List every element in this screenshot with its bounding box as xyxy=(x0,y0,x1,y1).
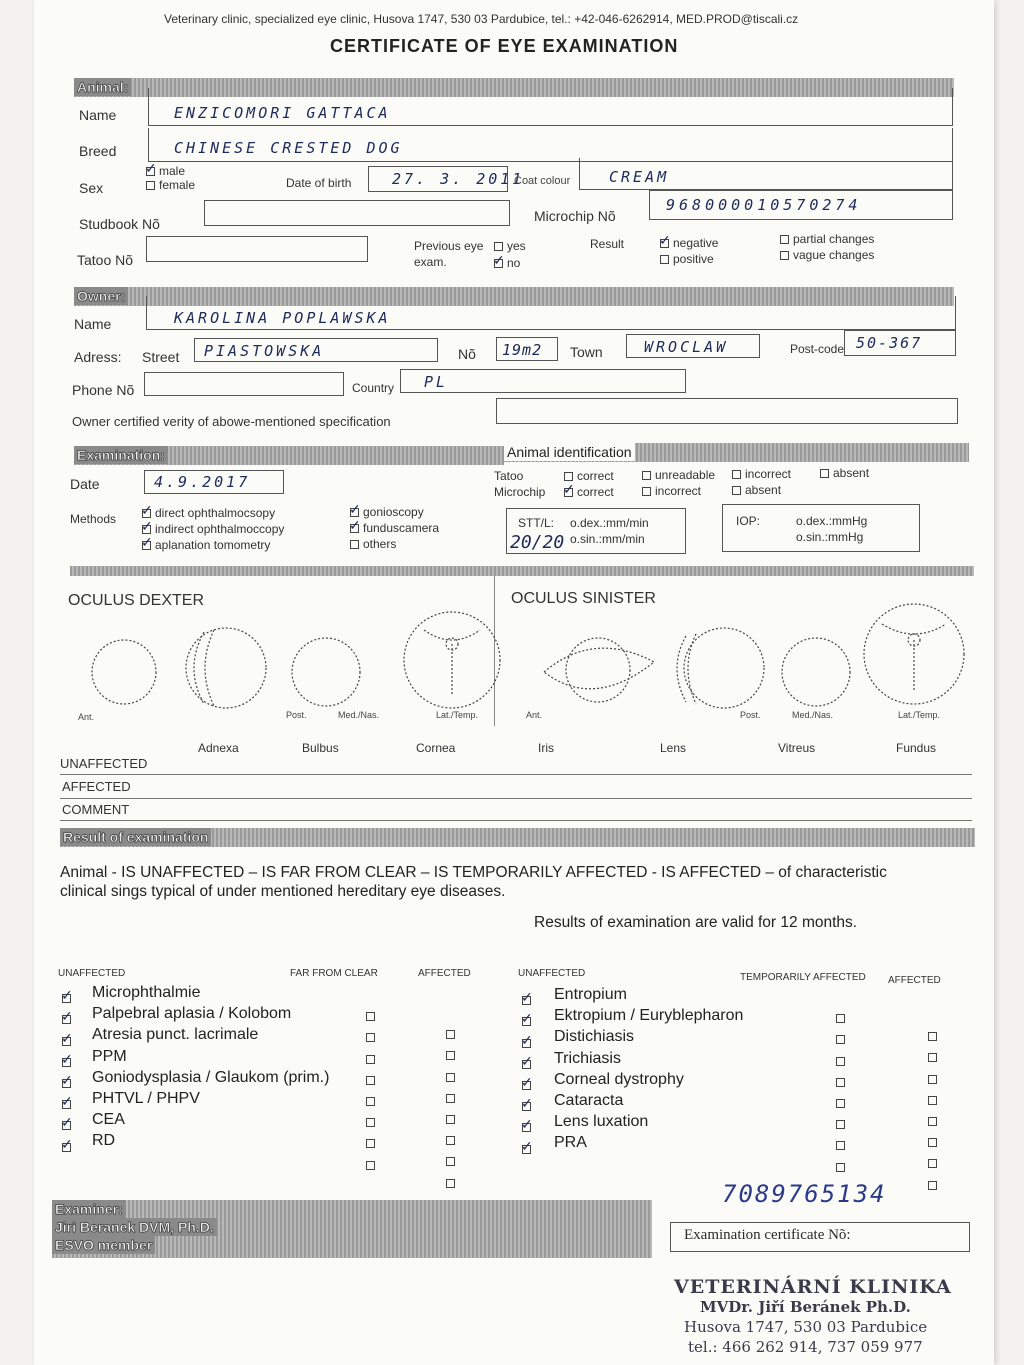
microchip-absent-checkbox[interactable] xyxy=(732,486,741,495)
sex-label: Sex xyxy=(79,180,104,196)
temporarily-affected-checkbox[interactable] xyxy=(836,1163,845,1172)
affected-checkbox[interactable] xyxy=(446,1051,455,1060)
disease-name: Lens luxation xyxy=(554,1113,649,1131)
indirect-checkbox[interactable] xyxy=(142,525,151,534)
od-ant-label: Ant. xyxy=(78,712,95,722)
far-from-clear-checkbox[interactable] xyxy=(366,1118,375,1127)
house-no-value: 19m2 xyxy=(502,341,543,359)
country-value: PL xyxy=(424,373,449,391)
name-label: Name xyxy=(79,107,117,123)
stamp-phone: tel.: 466 262 914, 737 059 977 xyxy=(688,1338,923,1356)
previous-exam-label-2: exam. xyxy=(414,255,447,269)
owner-section-bar: Owner: xyxy=(74,287,954,306)
iop-sin-label: o.sin.:mmHg xyxy=(796,530,864,544)
method-funduscamera[interactable]: ✓funduscamera xyxy=(350,521,439,535)
os-anterior-eye-icon xyxy=(544,638,654,702)
col-vitreus: Vitreus xyxy=(778,741,816,755)
tatoo-correct-checkbox[interactable] xyxy=(564,472,573,481)
comment-row-label: COMMENT xyxy=(62,802,130,817)
od-lattemp-label: Lat./Temp. xyxy=(436,710,479,720)
os-posterior-eye-icon xyxy=(782,638,850,706)
funduscamera-checkbox[interactable] xyxy=(350,524,359,533)
prev-no-checkbox[interactable] xyxy=(494,259,503,268)
method-others[interactable]: others xyxy=(350,537,396,551)
eye-diagrams xyxy=(74,600,974,710)
examiner-name: Jiri Beranek DVM, Ph.D. xyxy=(52,1218,217,1236)
certificate-number-label: Examination certificate Nõ: xyxy=(684,1227,851,1243)
owner-signature-field[interactable] xyxy=(496,398,958,424)
microchip-incorrect-checkbox[interactable] xyxy=(642,487,651,496)
disease-name: CEA xyxy=(92,1111,125,1129)
oculus-divider-bar xyxy=(70,566,974,576)
studbook-field[interactable] xyxy=(204,200,510,226)
partial-changes-option[interactable]: partial changes xyxy=(780,232,874,246)
method-direct[interactable]: ✓ direct ophthalmocsopy xyxy=(142,506,275,520)
od-lens-profile-icon xyxy=(186,628,266,708)
direct-checkbox[interactable] xyxy=(142,509,151,518)
os-ant-label: Ant. xyxy=(526,710,543,720)
postcode-label: Post-code xyxy=(790,342,845,356)
os-fundus-icon xyxy=(864,604,964,704)
certificate-page xyxy=(34,0,994,1365)
disease-name: Corneal dystrophy xyxy=(554,1070,684,1088)
unaffected-checkbox[interactable] xyxy=(62,1037,71,1046)
affected-checkbox[interactable] xyxy=(928,1053,937,1062)
oculus-dexter-title: OCULUS DEXTER xyxy=(68,592,205,609)
disease-name: Palpebral aplasia / Kolobom xyxy=(92,1005,292,1023)
prev-yes-option[interactable]: yes xyxy=(494,239,526,253)
tatoo-incorrect-option[interactable]: incorrect xyxy=(732,467,791,481)
stamp-doctor: MVDr. Jiří Beránek Ph.D. xyxy=(700,1298,911,1316)
disease-name: Goniodysplasia / Glaukom (prim.) xyxy=(92,1068,330,1086)
disease-name: Cataracta xyxy=(554,1092,624,1109)
unaffected-checkbox[interactable] xyxy=(62,1121,71,1130)
far-from-clear-checkbox[interactable] xyxy=(366,1076,375,1085)
unaffected-checkbox[interactable] xyxy=(522,996,531,1005)
far-from-clear-checkbox[interactable] xyxy=(366,1139,375,1148)
disease-name: Atresia punct. lacrimale xyxy=(92,1026,259,1044)
town-value: WROCLAW xyxy=(644,338,729,356)
country-label: Country xyxy=(352,381,395,395)
microchip-absent-option[interactable]: absent xyxy=(732,483,781,497)
sex-male-option[interactable]: ✓male xyxy=(146,164,185,178)
microchip-label: Microchip Nõ xyxy=(534,208,616,224)
unaffected-row-line[interactable] xyxy=(60,774,972,775)
previous-exam-label: Previous eye xyxy=(414,239,484,253)
tatoo-absent-checkbox[interactable] xyxy=(820,469,829,478)
stt-sin-label: o.sin.:mm/min xyxy=(570,532,645,546)
microchip-incorrect-option[interactable]: incorrect xyxy=(642,484,701,498)
col-bulbus: Bulbus xyxy=(302,741,339,755)
unaffected-checkbox[interactable] xyxy=(62,1079,71,1088)
iop-label: IOP: xyxy=(736,514,761,528)
os-mednas-label: Med./Nas. xyxy=(792,710,834,720)
tatoo-unreadable-checkbox[interactable] xyxy=(642,471,651,480)
owner-name-value: KAROLINA POPLAWSKA xyxy=(174,309,391,327)
vague-changes-checkbox[interactable] xyxy=(780,251,789,260)
tatoo-label: Tatoo Nõ xyxy=(77,252,134,268)
coat-value: CREAM xyxy=(609,168,670,186)
od-posterior-eye-icon xyxy=(292,638,360,706)
stamp-address: Husova 1747, 530 03 Pardubice xyxy=(684,1318,928,1336)
unaffected-row-label: UNAFFECTED xyxy=(60,756,148,771)
method-gonioscopy[interactable]: ✓gonioscopy xyxy=(350,505,424,519)
certificate-number-handwritten: 7089765134 xyxy=(722,1180,887,1208)
disease-name: Entropium xyxy=(554,986,627,1003)
unaffected-checkbox[interactable] xyxy=(522,1017,531,1026)
temporarily-affected-checkbox[interactable] xyxy=(836,1120,845,1129)
left-header-far-from-clear: FAR FROM CLEAR xyxy=(290,968,378,979)
iop-dex-label: o.dex.:mmHg xyxy=(796,514,868,528)
tatoo-correct-option[interactable]: correct xyxy=(564,469,614,483)
result-label: Result xyxy=(590,237,625,251)
exam-date-value: 4.9.2017 xyxy=(154,473,251,491)
unaffected-checkbox[interactable] xyxy=(62,994,71,1003)
stt-label: STT/L: xyxy=(518,516,555,530)
disease-name: Ektropium / Euryblepharon xyxy=(554,1007,744,1025)
positive-checkbox[interactable] xyxy=(660,255,669,264)
method-aplanation[interactable]: ✓aplanation tomometry xyxy=(142,538,270,552)
aplanation-checkbox[interactable] xyxy=(142,541,151,550)
disease-name: Trichiasis xyxy=(554,1049,621,1067)
os-lens-profile-icon xyxy=(677,628,764,708)
disease-name: PRA xyxy=(554,1134,587,1152)
far-from-clear-checkbox[interactable] xyxy=(366,1033,375,1042)
others-checkbox[interactable] xyxy=(350,540,359,549)
disease-name: RD xyxy=(92,1132,116,1150)
unaffected-checkbox[interactable] xyxy=(522,1081,531,1090)
temporarily-affected-checkbox[interactable] xyxy=(836,1057,845,1066)
dob-label: Date of birth xyxy=(286,176,352,190)
microchip-value: 968000010570274 xyxy=(666,196,862,214)
disease-name: PPM xyxy=(92,1047,127,1065)
female-checkbox[interactable] xyxy=(146,181,155,190)
studbook-label: Studbook Nõ xyxy=(79,216,160,232)
phone-label: Phone Nõ xyxy=(72,382,135,398)
right-header-affected: AFFECTED xyxy=(888,975,941,986)
clinic-header: Veterinary clinic, specialized eye clinic, Husova 1747, 530 03 Pardubice, tel.: +42-046-6262914, MED.PROD@tiscali.cz xyxy=(164,12,799,26)
col-adnexa: Adnexa xyxy=(198,741,239,755)
temporarily-affected-checkbox[interactable] xyxy=(836,1014,845,1023)
result-statement-line2: clinical sings typical of under mentioned hereditary eye diseases. xyxy=(60,883,506,900)
method-indirect[interactable]: ✓indirect ophthalmoccopy xyxy=(142,522,284,536)
microchip-correct-option[interactable]: ✓correct xyxy=(564,485,614,499)
affected-checkbox[interactable] xyxy=(928,1032,937,1041)
affected-checkbox[interactable] xyxy=(928,1117,937,1126)
affected-checkbox[interactable] xyxy=(446,1115,455,1124)
affected-row-label: AFFECTED xyxy=(62,779,131,794)
animal-section-bar: Animal: xyxy=(74,78,954,97)
col-cornea: Cornea xyxy=(416,741,456,755)
disease-name: Microphthalmie xyxy=(92,984,201,1001)
temporarily-affected-checkbox[interactable] xyxy=(836,1099,845,1108)
page-title: CERTIFICATE OF EYE EXAMINATION xyxy=(330,36,679,56)
os-lattemp-label: Lat./Temp. xyxy=(898,710,941,720)
partial-changes-checkbox[interactable] xyxy=(780,235,789,244)
prev-yes-checkbox[interactable] xyxy=(494,242,503,251)
col-lens: Lens xyxy=(660,741,687,755)
adress-label: Adress: xyxy=(74,349,122,365)
od-fundus-icon xyxy=(404,612,500,708)
affected-checkbox[interactable] xyxy=(446,1094,455,1103)
unaffected-checkbox[interactable] xyxy=(522,1102,531,1111)
examiner-label: Examiner: xyxy=(52,1200,126,1218)
tatoo-incorrect-checkbox[interactable] xyxy=(732,470,741,479)
right-header-unaffected: UNAFFECTED xyxy=(518,968,586,979)
sex-female-option[interactable]: female xyxy=(146,178,195,192)
postcode-value: 50-367 xyxy=(856,334,923,352)
negative-checkbox[interactable] xyxy=(660,239,669,248)
gonioscopy-checkbox[interactable] xyxy=(350,508,359,517)
phone-field[interactable] xyxy=(144,372,344,396)
affected-checkbox[interactable] xyxy=(446,1073,455,1082)
iop-box[interactable] xyxy=(722,504,920,552)
unaffected-checkbox[interactable] xyxy=(522,1145,531,1154)
temporarily-affected-checkbox[interactable] xyxy=(836,1141,845,1150)
affected-checkbox[interactable] xyxy=(928,1096,937,1105)
stt-dex-label: o.dex.:mm/min xyxy=(570,516,649,530)
affected-checkbox[interactable] xyxy=(928,1138,937,1147)
microchip-correct-checkbox[interactable] xyxy=(564,488,573,497)
prev-no-option[interactable]: ✓no xyxy=(494,256,520,270)
street-label: Street xyxy=(142,349,180,365)
owner-name-label: Name xyxy=(74,316,112,332)
exam-date-label: Date xyxy=(70,476,100,492)
stt-value: 20/20 xyxy=(510,532,565,553)
unaffected-checkbox[interactable] xyxy=(62,1058,71,1067)
result-positive-option[interactable]: positive xyxy=(660,252,714,266)
result-statement-line1: Animal - IS UNAFFECTED – IS FAR FROM CLEAR – IS TEMPORARILY AFFECTED - IS AFFECTED – of characteristic xyxy=(60,864,887,881)
od-post-label: Post. xyxy=(286,710,307,720)
identification-section-bar: Animal identification xyxy=(504,443,969,462)
os-post-label: Post. xyxy=(740,710,761,720)
far-from-clear-checkbox[interactable] xyxy=(366,1012,375,1021)
breed-label: Breed xyxy=(79,143,117,159)
validity-note: Results of examination are valid for 12 months. xyxy=(534,914,858,931)
tatoo-unreadable-option[interactable]: unreadable xyxy=(642,468,715,482)
examination-section-bar: Examination: xyxy=(74,446,504,465)
disease-name: PHTVL / PHPV xyxy=(92,1090,200,1107)
result-section-bar: Result of examination xyxy=(60,828,975,847)
affected-checkbox[interactable] xyxy=(928,1181,937,1190)
affected-checkbox[interactable] xyxy=(446,1157,455,1166)
comment-row-line[interactable] xyxy=(60,820,972,821)
od-mednas-label: Med./Nas. xyxy=(338,710,380,720)
tatoo-field[interactable] xyxy=(146,236,368,262)
vague-changes-option[interactable]: vague changes xyxy=(780,248,874,262)
affected-checkbox[interactable] xyxy=(446,1136,455,1145)
street-value: PIASTOWSKA xyxy=(204,342,325,360)
result-negative-option[interactable]: ✓ negative xyxy=(660,236,718,250)
esvo-member: ESVO member xyxy=(52,1236,155,1254)
far-from-clear-checkbox[interactable] xyxy=(366,1161,375,1170)
affected-checkbox[interactable] xyxy=(928,1075,937,1084)
town-label: Town xyxy=(570,344,603,360)
left-header-affected: AFFECTED xyxy=(418,968,471,979)
temporarily-affected-checkbox[interactable] xyxy=(836,1078,845,1087)
owner-certified-label: Owner certified verity of abowe-mentioned specification xyxy=(72,414,391,429)
left-header-unaffected: UNAFFECTED xyxy=(58,968,126,979)
dob-value: 27. 3. 2011 xyxy=(392,170,525,188)
temporarily-affected-checkbox[interactable] xyxy=(836,1035,845,1044)
animal-name-value: ENZICOMORI GATTACA xyxy=(174,104,391,122)
male-checkbox[interactable] xyxy=(146,167,155,176)
far-from-clear-checkbox[interactable] xyxy=(366,1097,375,1106)
oculus-sinister-title: OCULUS SINISTER xyxy=(511,590,656,607)
unaffected-checkbox[interactable] xyxy=(522,1123,531,1132)
ident-microchip-label: Microchip xyxy=(494,485,546,499)
affected-checkbox[interactable] xyxy=(446,1030,455,1039)
house-no-label: Nõ xyxy=(458,346,476,362)
coat-label: Coat colour xyxy=(514,175,571,187)
od-anterior-eye-icon xyxy=(92,640,156,704)
stamp-clinic-name: VETERINÁRNÍ KLINIKA xyxy=(674,1276,952,1298)
unaffected-checkbox[interactable] xyxy=(522,1060,531,1069)
disease-name: Distichiasis xyxy=(554,1028,635,1046)
unaffected-checkbox[interactable] xyxy=(522,1039,531,1048)
affected-checkbox[interactable] xyxy=(928,1159,937,1168)
affected-checkbox[interactable] xyxy=(446,1179,455,1188)
col-iris: Iris xyxy=(538,741,554,755)
unaffected-checkbox[interactable] xyxy=(62,1100,71,1109)
col-fundus: Fundus xyxy=(896,741,937,755)
ident-tatoo-label: Tatoo xyxy=(494,469,524,483)
far-from-clear-checkbox[interactable] xyxy=(366,1055,375,1064)
right-header-temp-affected: TEMPORARILY AFFECTED xyxy=(740,972,866,983)
tatoo-absent-option[interactable]: absent xyxy=(820,466,869,480)
affected-row-line[interactable] xyxy=(60,798,972,799)
unaffected-checkbox[interactable] xyxy=(62,1143,71,1152)
methods-label: Methods xyxy=(70,512,117,526)
unaffected-checkbox[interactable] xyxy=(62,1015,71,1024)
examiner-section-bar xyxy=(52,1200,652,1258)
breed-value: CHINESE CRESTED DOG xyxy=(174,139,403,157)
